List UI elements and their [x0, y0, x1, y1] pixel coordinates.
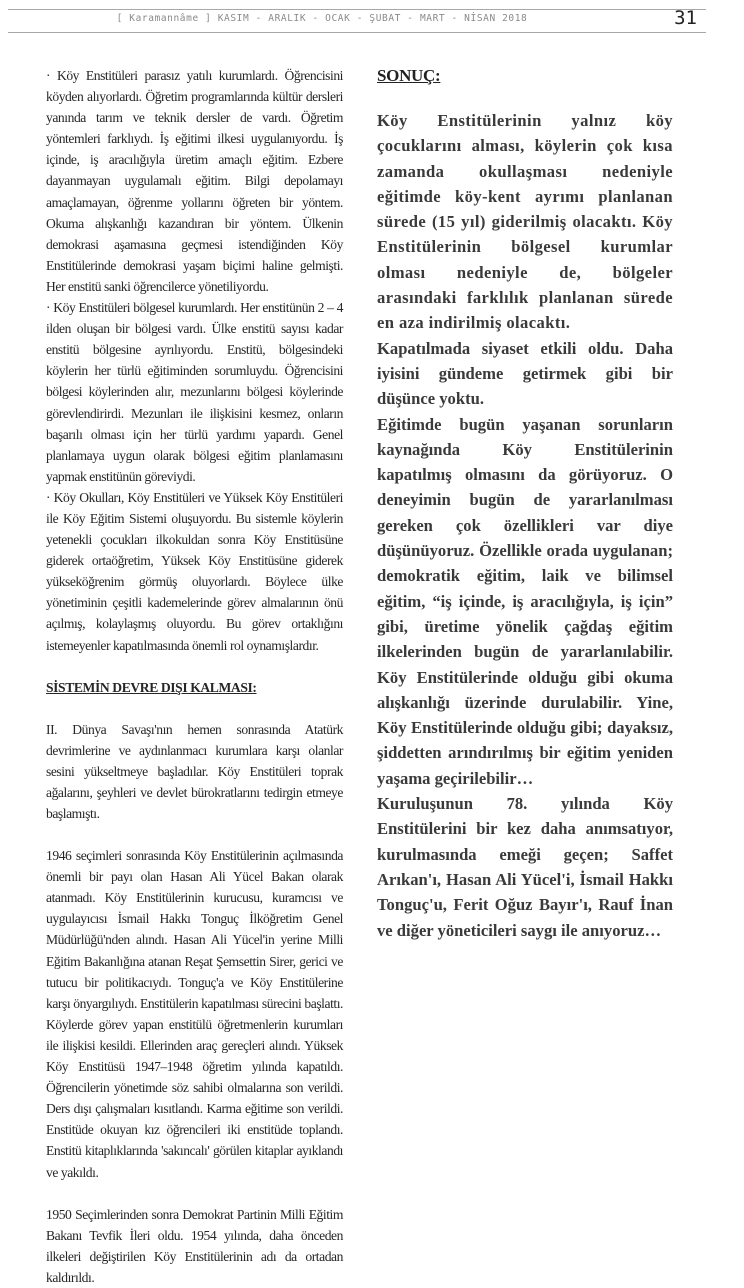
spacer	[46, 698, 343, 719]
right-column	[377, 65, 673, 943]
conclusion-paragraph: Köy Enstitülerinin yalnız köy çocuklarını alması, köylerin çok kısa zamanda okullaşması nedeniyle eğitimde köy-kent ayrımı planlanan sürede (15 yıl) giderilmiş olacaktı. Köy Enstitülerinin bölgesel kurumlar olması nedeniyle de, bölgeler arasındaki farklılık planlanan sürede en aza indirilmiş olacaktı.	[377, 111, 673, 333]
spacer	[46, 1183, 343, 1204]
conclusion-paragraph: Eğitimde bugün yaşanan sorunların kaynağında Köy Enstitülerinin kapatılmış olmasını da görüyoruz. O deneyimin bugün de yararlanılması gereken çok özellikleri var diye düşünüyoruz. Özellikle orada uygulanan; demokratik eğitim, laik ve bilimsel eğitim, “iş içinde, iş aracılığıyla, iş için” gibi, üretime yönelik çağdaş eğitim ilkelerinden bugün de yararlanılabilir. Köy Enstitülerinde olduğu gibi okuma alışkanlığı üzerinde durulabilir. Yine, Köy Enstitülerinde olduğu gibi; dayaksız, şiddetten arındırılmış bir eğitim yeniden yaşama geçirilebilir…	[377, 414, 673, 788]
conclusion-heading: SONUÇ:	[377, 66, 441, 85]
page-number: 31	[674, 7, 697, 29]
spacer	[46, 824, 343, 845]
conclusion-paragraph: Kapatılmada siyaset etkili oldu. Daha iyisini gündeme getirmek gibi bir düşünce yoktu.	[377, 338, 673, 409]
body-paragraph: 1950 Seçimlerinden sonra Demokrat Partinin Milli Eğitim Bakanı Tevfik İleri oldu. 1954 yılında, daha önceden ilkeleri değiştirilen Köy Enstitülerinin adı da ortadan kaldırıldı.	[46, 1206, 343, 1285]
body-paragraph: 1946 seçimleri sonrasında Köy Enstitülerinin açılmasında önemli bir payı olan Hasan Ali Yücel Bakan olarak atanmadı. Köy Enstitülerinin kurucusu, kuramcısı ve uygulayıcısı İsmail Hakkı Tonguç İlköğretim Genel Müdürlüğü'nden alındı. Hasan Ali Yücel'in yerine Milli Eğitim Bakanlığına atanan Reşat Şemsettin Sirer, gerici ve tutucu bir politikacıydı. Tonguç'a ve Köy Enstitülerine karşı önyargılıydı. Enstitülerin kapatılması sürecini başlattı. Köylerde görev yapan enstitülü öğretmenlerin kurumları ile ilişkisi kesildi. Ellerinden araç gereçleri alındı. Yüksek Köy Enstitüsü 1947–1948 öğretim yılında kapatıldı. Öğrencilerin yönetimde söz sahibi olmalarına son verildi. Ders dışı çalışmaları kısıtlandı. Karma eğitime son verildi. Enstitüde okuyan kız öğrencileri iki enstitüde toplandı. Enstitü kitaplıklarında 'sakıncalı' görülen kitaplar ayıklandı ve yakıldı.	[46, 848, 343, 1180]
conclusion-paragraph: Kuruluşunun 78. yılında Köy Enstitülerini bir kez daha anımsatıyor, kurulmasında emeği geçen; Saffet Arıkan'ı, Hasan Ali Yücel'i, İsmail Hakkı Tonguç'u, Ferit Oğuz Bayır'ı, Rauf İnan ve diğer yöneticileri saygı ile anıyoruz…	[377, 794, 673, 940]
body-paragraph: II. Dünya Savaşı'nın hemen sonrasında Atatürk devrimlerine ve aydınlanmacı kurumlara karşı olanlar sesini yükseltmeye başladılar. Köy Enstitüleri toprak ağalarını, şeyhleri ve devlet bürokratlarını tedirgin etmeye başlamıştı.	[46, 721, 343, 821]
running-header	[8, 9, 706, 33]
bullet-paragraph: · Köy Enstitüleri parasız yatılı kurumlardı. Öğrencisini köyden alıyorlardı. Öğretim programlarında kültür dersleri yanında tarım ve teknik dersler de vardı. Öğretim yöntemleri farklıydı. İş eğitimi ilkesi uygulanıyordu. İş içinde, iş aracılığıyla üretim amaçlı eğitim. Ezbere dayanmayan uygulamalı eğitim. Bilgi depolamayı amaçlamayan, öğrenme yollarını öğreten bir yöntem. Okuma alışkanlığı kazandıran bir yöntem. Ülkenin demokrasi aşamasına geçmesi istendiğinden Köy Enstitülerinde demokrasi yaşam biçimi haline gelmişti. Her enstitü sanki öğrencilerce yönetiliyordu.	[46, 68, 343, 294]
left-column	[46, 65, 343, 1288]
spacer	[46, 656, 343, 677]
section-heading: SİSTEMİN DEVRE DIŞI KALMASI:	[46, 679, 257, 695]
bullet-paragraph: · Köy Enstitüleri bölgesel kurumlardı. Her enstitünün 2 – 4 ilden oluşan bir bölgesi vardı. Ülke enstitü sayısı kadar enstitü bölgesine ayrılıyordu. Enstitü, bölgesindeki köylerin her türlü eğitiminden sorumluydu. Öğrencisini bölgesi köylerinden alır, mezunlarını bölgesi köylerinde görevlendirirdi. Mezunları ile ilişkisini kesmez, onların başarılı olması için her türlü yardımı yapardı. Genel planlamaya uygun olarak bölgesi eğitim planlamasını yapmak enstitünün göreviydi.	[46, 300, 343, 484]
bullet-paragraph: · Köy Okulları, Köy Enstitüleri ve Yüksek Köy Enstitüleri ile Köy Eğitim Sistemi oluşuyordu. Bu sistemle köylerin yetenekli çocukları ilkokuldan sonra Köy Enstitüsüne giderek ortaöğretim, Yüksek Köy Enstitüsüne giderek yükseköğrenim görmüş oluyorlardı. Böylece ülke yönetiminin çeşitli kademelerinde görev almalarının önü açılmış, kolaylaşmış oluyordu. Bu görev ortaklığını istemeyenler kapatılmasında önemli rol oynamışlardır.	[46, 489, 343, 653]
running-title: [ Karamannâme ] KASIM - ARALIK - OCAK - ŞUBAT - MART - NİSAN 2018	[116, 13, 528, 24]
